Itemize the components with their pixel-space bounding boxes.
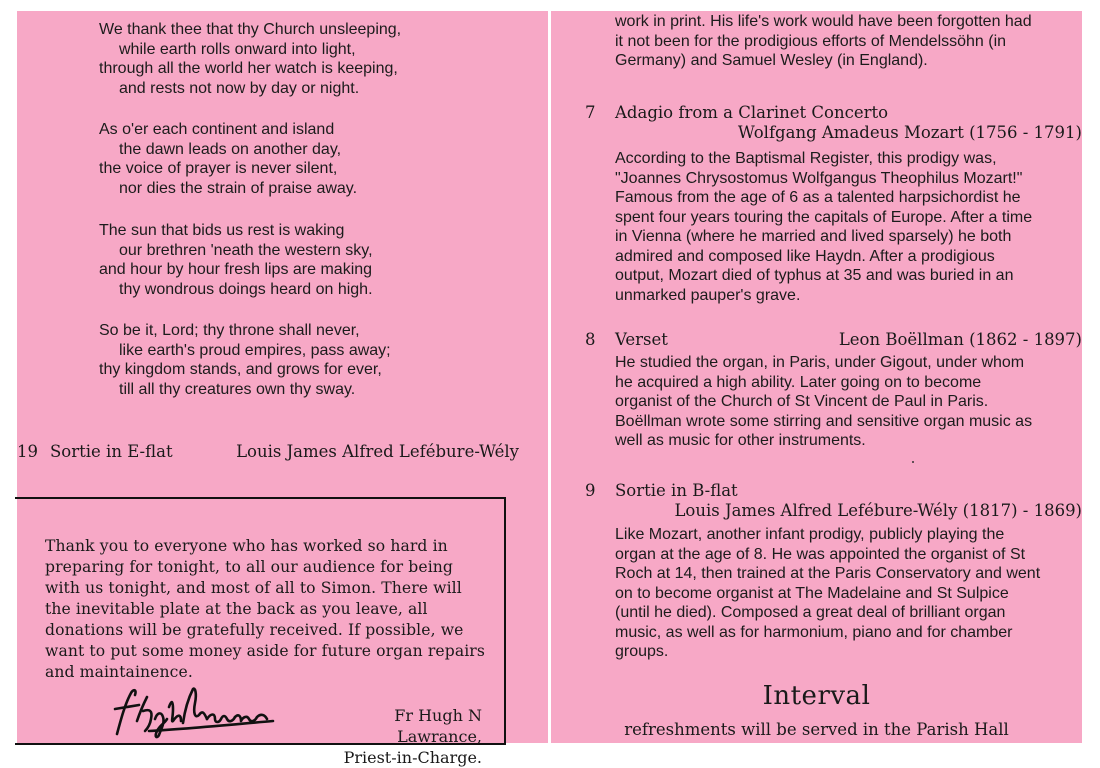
- item-number: 19: [17, 442, 38, 461]
- hymn-line: and hour by hour fresh lips are making: [99, 261, 373, 278]
- hymn-line: thy wondrous doings heard on high.: [119, 280, 373, 298]
- text-line: unmarked pauper's grave.: [615, 286, 801, 304]
- interval-heading: Interval: [762, 681, 871, 711]
- thanks-line: preparing for tonight, to all our audience for being: [45, 558, 454, 576]
- signer-name: Fr Hugh N Lawrance,: [394, 706, 482, 746]
- thanks-line: donations will be gratefully received. If possible, we: [45, 621, 464, 639]
- hymn-stanza-4: [99, 321, 529, 399]
- hymn-line: thy kingdom stands, and grows for ever,: [99, 361, 382, 378]
- item-number: 8: [585, 330, 596, 349]
- text-line: Boëllman wrote some stirring and sensitive organ music as: [615, 412, 1033, 430]
- hymn-line: and rests not now by day or night.: [119, 79, 360, 97]
- item-composer: Louis James Alfred Lefébure-Wély: [236, 442, 519, 461]
- text-line: organ at the age of 8. He was appointed the organist of St: [615, 545, 1026, 563]
- item-composer: Wolfgang Amadeus Mozart (1756 - 1791): [737, 123, 1082, 142]
- programme-item-7-heading: [551, 103, 1082, 125]
- item-title: Verset: [615, 330, 668, 349]
- text-line: He studied the organ, in Paris, under Gigout, under whom: [615, 354, 1025, 371]
- item-number: 9: [585, 481, 596, 500]
- hymn-stanza-2: [99, 120, 529, 198]
- text-line: in Vienna (where he married and lived sparsely) he both: [615, 228, 1012, 245]
- speck: [912, 461, 914, 463]
- thanks-box: [15, 497, 506, 767]
- item-composer: Leon Boëllman (1862 - 1897): [838, 330, 1082, 349]
- hymn-line: while earth rolls onward into light,: [119, 40, 356, 58]
- text-line: it not been for the prodigious efforts of Mendelssöhn (in: [615, 32, 1007, 50]
- hymn-line: the voice of prayer is never silent,: [99, 160, 338, 177]
- text-line: admired and composed like Haydn. After a prodigious: [615, 247, 995, 265]
- thanks-line: and maintainence.: [45, 663, 193, 681]
- text-line: organist of the Church of St Vincent de Paul in Paris.: [615, 393, 989, 410]
- handwritten-signature: [107, 679, 277, 741]
- text-line: output, Mozart died of typhus at 35 and was buried in an: [615, 267, 1014, 284]
- text-line: groups.: [615, 643, 669, 660]
- hymn-line: like earth's proud empires, pass away;: [119, 341, 391, 359]
- programme-item-8-heading: [551, 330, 1082, 352]
- programme-item-9-heading: [551, 481, 1082, 503]
- programme-item-19: [17, 442, 537, 466]
- item-7-description: [615, 149, 1077, 305]
- text-line: Roch at 14, then trained at the Paris Conservatory and went: [615, 565, 1041, 582]
- text-line: work in print. His life's work would have been forgotten had: [615, 13, 1032, 30]
- text-line: spent four years touring the capitals of Europe. After a time: [615, 208, 1033, 226]
- item-composer: Louis James Alfred Lefébure-Wély (1817) - 1869): [674, 501, 1082, 520]
- hymn-line: The sun that bids us rest is waking: [99, 222, 345, 239]
- hymn-line: nor dies the strain of praise away.: [119, 179, 358, 197]
- item-number: 7: [585, 103, 596, 122]
- hymn-stanza-3: [99, 221, 529, 299]
- text-line: Famous from the age of 6 as a talented harpsichordist he: [615, 189, 1021, 206]
- hymn-line: till all thy creatures own thy sway.: [119, 380, 356, 398]
- hymn-line: As o'er each continent and island: [99, 121, 335, 138]
- item-8-description: [615, 353, 1077, 451]
- text-line: Like Mozart, another infant prodigy, publicly playing the: [615, 526, 1005, 543]
- continued-text: [615, 12, 1077, 71]
- text-line: music, as well as for harmonium, piano and for chamber: [615, 623, 1013, 641]
- text-line: Germany) and Samuel Wesley (in England).: [615, 52, 928, 69]
- item-title: Sortie in B-flat: [615, 481, 738, 500]
- item-title: Adagio from a Clarinet Concerto: [615, 103, 889, 122]
- thanks-line: the inevitable plate at the back as you leave, all: [45, 600, 428, 618]
- hymn-line: our brethren 'neath the western sky,: [119, 241, 373, 259]
- hymn-stanza-1: [99, 20, 529, 98]
- item-9-description: [615, 525, 1077, 662]
- text-line: "Joannes Chrysostomus Wolfgangus Theophilus Mozart!": [615, 169, 1023, 187]
- text-line: he acquired a high ability. Later going on to become: [615, 373, 982, 391]
- signer-role: Priest-in-Charge.: [343, 748, 482, 767]
- interval-note: refreshments will be served in the Parish Hall: [624, 720, 1009, 739]
- text-line: on to become organist at The Madelaine and St Sulpice: [615, 584, 1009, 602]
- thanks-line: Thank you to everyone who has worked so hard in: [45, 537, 448, 555]
- thanks-line: want to put some money aside for future organ repairs: [45, 642, 485, 660]
- hymn-line: through all the world her watch is keeping,: [99, 60, 398, 77]
- hymn-line: We thank thee that thy Church unsleeping,: [99, 21, 402, 38]
- hymn-line: the dawn leads on another day,: [119, 140, 342, 158]
- text-line: According to the Baptismal Register, this prodigy was,: [615, 150, 997, 167]
- thanks-message: [45, 536, 495, 683]
- text-line: well as music for other instruments.: [615, 432, 866, 449]
- signer-block: [312, 705, 482, 768]
- left-page: [17, 11, 548, 767]
- thanks-line: with us tonight, and most of all to Simon. There will: [45, 579, 462, 597]
- item-title: Sortie in E-flat: [50, 442, 173, 461]
- text-line: (until he died). Composed a great deal of brilliant organ: [615, 604, 1006, 621]
- right-page: [551, 11, 1082, 743]
- hymn-line: So be it, Lord; thy throne shall never,: [99, 322, 360, 339]
